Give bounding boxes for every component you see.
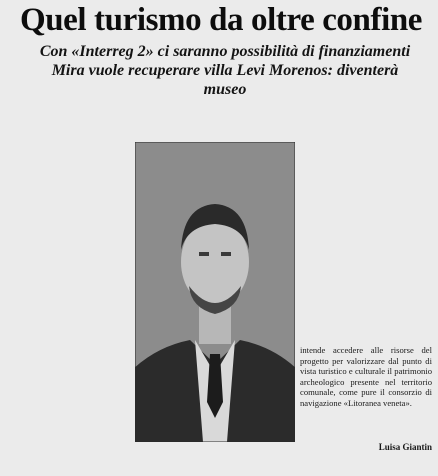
portrait-image — [135, 142, 295, 442]
article-column-right — [300, 345, 432, 409]
paragraph: intende accedere alle risorse del progetto per valorizzare dal punto di vista turistico e culturale il patrimonio archeologico presente nel territorio comunale, come pure il consorzio di navigazione «Litoranea veneta». — [300, 345, 432, 408]
headline: Quel turismo da oltre confine — [19, 2, 423, 38]
byline: Luisa Giantin — [378, 442, 432, 452]
subtitle: Con «Interreg 2» ci saranno possibilità di finanziamenti Mira vuole recuperare villa Levi Morenos: diventerà museo — [39, 43, 411, 98]
portrait-photo — [135, 142, 295, 442]
